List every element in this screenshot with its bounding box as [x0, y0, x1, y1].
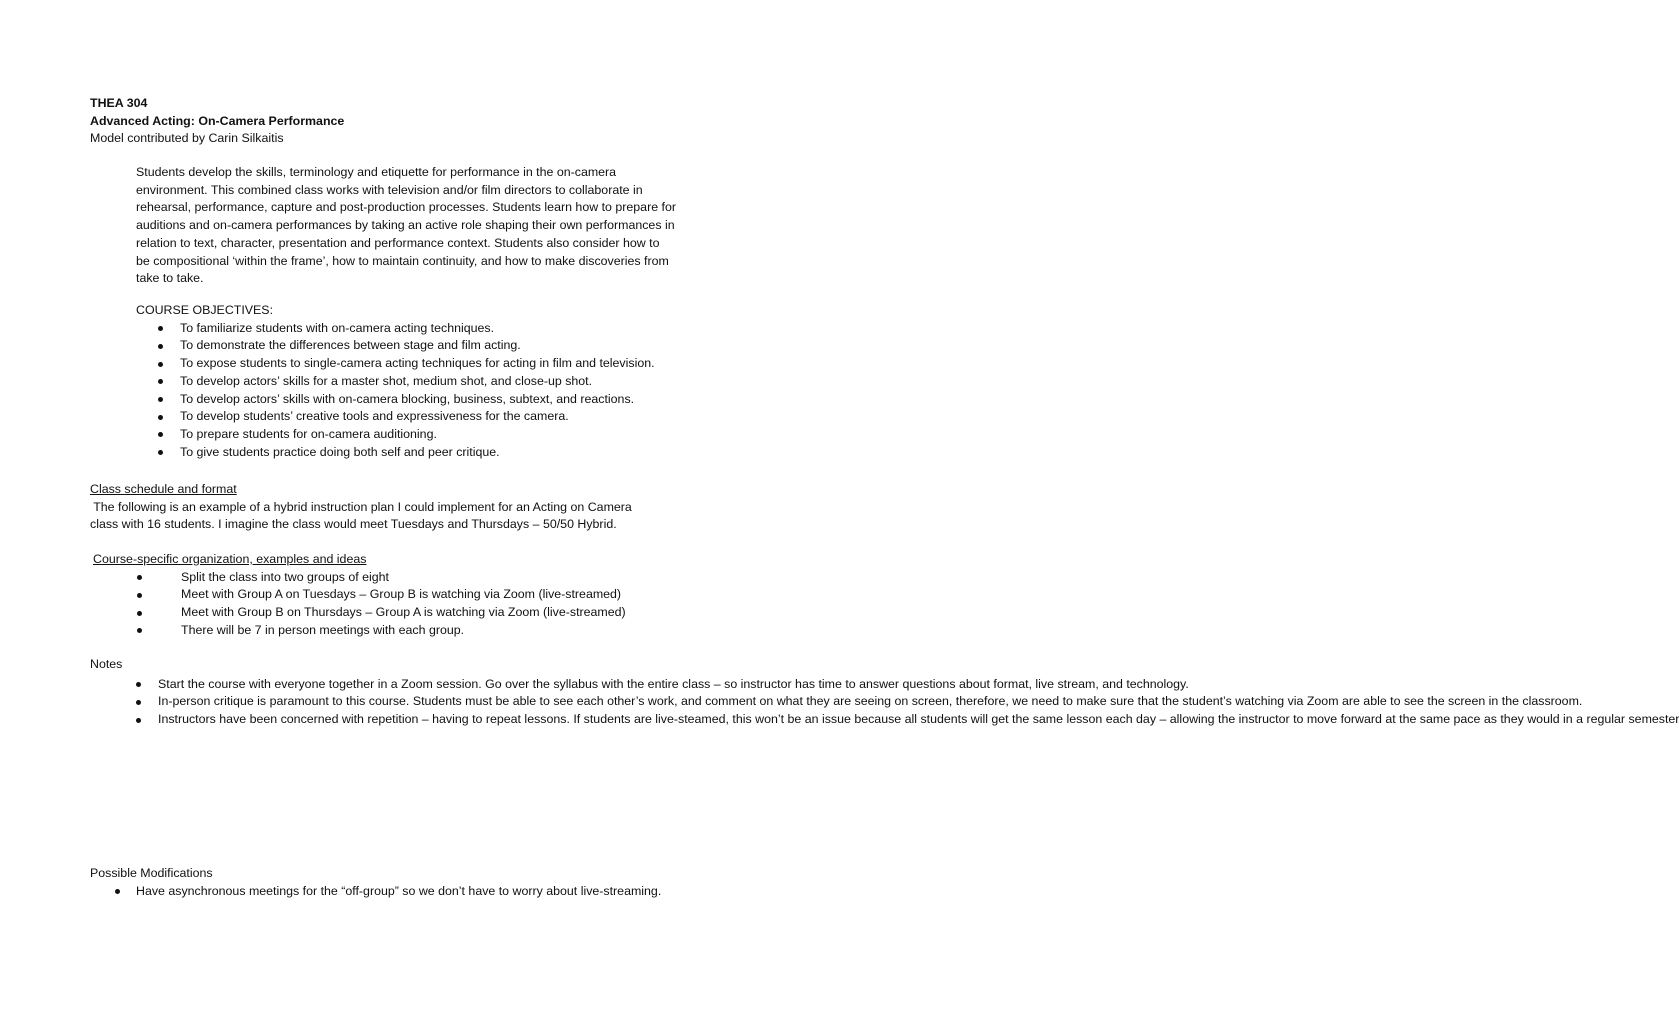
organization-list [90, 569, 710, 640]
list-item [90, 711, 1679, 729]
bullet-icon [158, 397, 163, 402]
objective-text: To demonstrate the differences between stage and film acting. [180, 338, 521, 353]
modifications-list [90, 883, 690, 901]
modifications-heading: Possible Modifications [90, 866, 213, 880]
note-text: Start the course with everyone together in a Zoom session. Go over the syllabus with the entire class – so instructor has time to answer questions about format, live stream, and technology. [158, 676, 1189, 691]
list-item [90, 586, 710, 604]
bullet-icon [136, 700, 141, 705]
course-code: THEA 304 [90, 96, 148, 110]
bullet-icon [137, 611, 142, 616]
modification-text: Have asynchronous meetings for the “off-group” so we don’t have to worry about live-streaming. [136, 883, 662, 898]
objective-text: To develop actors’ skills with on-camera blocking, business, subtext, and reactions. [180, 391, 635, 406]
organization-heading: Course-specific organization, examples and ideas [93, 552, 367, 566]
notes-heading: Notes [90, 657, 123, 671]
bullet-icon [136, 682, 141, 687]
list-item [136, 355, 696, 373]
list-item [90, 883, 662, 901]
list-item [136, 408, 696, 426]
list-item [90, 622, 710, 640]
note-text: Instructors have been concerned with repetition – having to repeat lessons. If students are live-steamed, this won’t be an issue because all students will get the same lesson each day – allowing the instructor to move forward at the same pace as they would in a regular semester [158, 712, 1679, 727]
bullet-icon [158, 432, 163, 437]
bullet-icon [158, 415, 163, 420]
list-item [136, 320, 696, 338]
bullet-icon [137, 575, 142, 580]
bullet-icon [137, 593, 142, 598]
bullet-icon [137, 628, 142, 633]
course-description [136, 164, 676, 288]
bullet-icon [136, 718, 141, 723]
list-item [90, 693, 1583, 711]
objectives-list [136, 320, 696, 462]
objective-text: To develop students’ creative tools and expressiveness for the camera. [180, 409, 569, 424]
document-header [90, 95, 344, 148]
organization-text: Split the class into two groups of eight [181, 569, 390, 584]
list-item [90, 569, 710, 587]
objective-text: To develop actors’ skills for a master shot, medium shot, and close-up shot. [180, 373, 593, 388]
list-item [136, 373, 696, 391]
organization-text: There will be 7 in person meetings with each group. [181, 622, 465, 637]
bullet-icon [158, 326, 163, 331]
course-objectives-section [136, 302, 696, 461]
objective-text: To prepare students for on-camera auditioning. [180, 426, 437, 441]
objective-text: To familiarize students with on-camera acting techniques. [180, 320, 495, 335]
bullet-icon [158, 344, 163, 349]
organization-text: Meet with Group A on Tuesdays – Group B is watching via Zoom (live-streamed) [181, 587, 622, 602]
schedule-line-1: The following is an example of a hybrid instruction plan I could implement for an Acting on Camera [90, 499, 632, 514]
class-schedule-section [90, 481, 690, 534]
objective-text: To give students practice doing both self and peer critique. [180, 444, 500, 459]
objective-text: To expose students to single-camera acting techniques for acting in film and television. [180, 356, 655, 371]
bullet-icon [158, 379, 163, 384]
course-title: Advanced Acting: On-Camera Performance [90, 113, 345, 128]
list-item [136, 337, 696, 355]
schedule-line-2: class with 16 students. I imagine the class would meet Tuesdays and Thursdays – 50/50 Hybrid. [90, 517, 617, 532]
schedule-heading: Class schedule and format [90, 482, 237, 496]
organization-text: Meet with Group B on Thursdays – Group A is watching via Zoom (live-streamed) [181, 605, 626, 620]
bullet-icon [158, 450, 163, 455]
contributor-line: Model contributed by Carin Silkaitis [90, 131, 284, 146]
list-item [136, 444, 696, 462]
description-paragraph: Students develop the skills, terminology and etiquette for performance in the on-camera environment. This combined class works with television and/or film directors to collaborate in rehearsal, performance, capture and post-production processes. Students learn how to prepare for auditions and on-camera performances by taking an active role shaping their own performances in relation to text, character, presentation and performance context. Students also consider how to be compositional ‘within the frame’, how to maintain continuity, and how to make discoveries from take to take. [136, 165, 676, 286]
list-item [136, 426, 696, 444]
notes-section [90, 656, 1679, 729]
modifications-section [90, 865, 690, 900]
course-organization-section [90, 551, 710, 640]
bullet-icon [158, 362, 163, 367]
bullet-icon [115, 889, 120, 894]
notes-list [90, 676, 1679, 729]
note-text: In-person critique is paramount to this course. Students must be able to see each other’s work, and comment on what they are seeing on screen, therefore, we need to make sure that the student’s watching via Zoom are able to see the screen in the classroom. [158, 694, 1583, 709]
list-item [90, 676, 1189, 694]
objectives-heading: COURSE OBJECTIVES: [136, 303, 274, 317]
list-item [136, 391, 696, 409]
list-item [90, 604, 710, 622]
